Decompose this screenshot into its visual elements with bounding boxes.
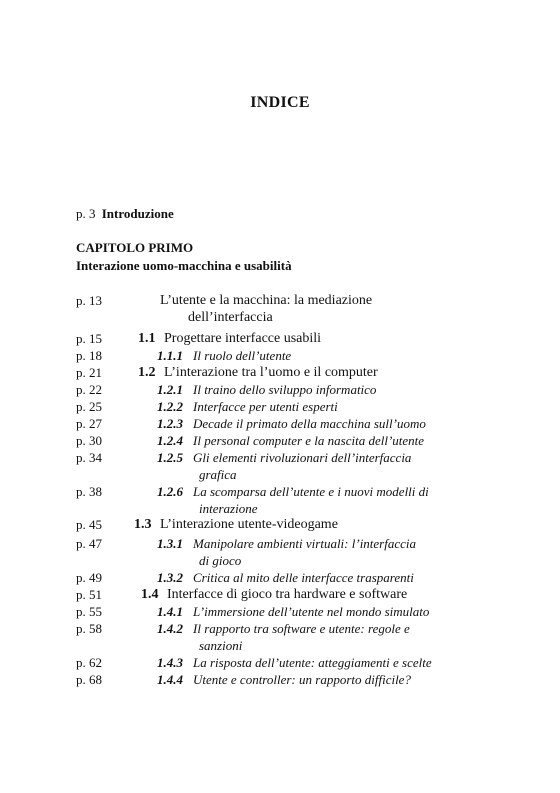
toc-entry-page: p. 21 bbox=[76, 365, 102, 380]
toc-entry-page: p. 51 bbox=[76, 587, 102, 602]
toc-entry-number: 1.3 bbox=[134, 517, 152, 532]
toc-entry-title: Il ruolo dell’utente bbox=[193, 348, 292, 363]
toc-entry-page: p. 68 bbox=[76, 672, 102, 687]
intro-label: Introduzione bbox=[101, 206, 174, 221]
toc-entry-title: La risposta dell’utente: atteggiamenti e scelte bbox=[193, 655, 432, 670]
toc-entry-page: p. 18 bbox=[76, 348, 102, 363]
toc-entry-page: p. 27 bbox=[76, 416, 102, 431]
toc-entry-number: 1.4.1 bbox=[157, 604, 183, 619]
toc-entry-title: Il personal computer e la nascita dell’utente bbox=[193, 433, 425, 448]
toc-entry-page: p. 15 bbox=[76, 331, 102, 346]
toc-entry-page: p. 49 bbox=[76, 570, 102, 585]
toc-entry-number: 1.4.2 bbox=[157, 621, 183, 636]
toc-entry-number: 1.2.5 bbox=[157, 450, 183, 465]
toc-entry-page: p. 13 bbox=[76, 293, 102, 308]
toc-entry-number: 1.3.2 bbox=[157, 570, 183, 585]
toc-entry-title: Interfacce di gioco tra hardware e software bbox=[167, 587, 408, 602]
toc-entry-page: p. 34 bbox=[76, 450, 102, 465]
toc-entry-number: 1.2.3 bbox=[157, 416, 183, 431]
toc-entry-title: Decade il primato della macchina sull’uomo bbox=[193, 416, 426, 431]
toc-entry-page: p. 45 bbox=[76, 517, 102, 532]
toc-entry-title: Interfacce per utenti esperti bbox=[193, 399, 338, 414]
toc-entry-page: p. 58 bbox=[76, 621, 102, 636]
toc-entry-number: 1.1.1 bbox=[157, 348, 183, 363]
toc-entry-title: L’interazione utente-videogame bbox=[160, 517, 338, 532]
toc-entry-number: 1.3.1 bbox=[157, 536, 183, 551]
toc-entry-number: 1.4.4 bbox=[157, 672, 183, 687]
toc-entry-title: L’interazione tra l’uomo e il computer bbox=[164, 365, 378, 380]
page-title: INDICE bbox=[250, 94, 310, 111]
toc-entry-page: p. 47 bbox=[76, 536, 102, 551]
toc-entry-title: Progettare interfacce usabili bbox=[164, 331, 322, 346]
chapter-subtitle: Interazione uomo-macchina e usabilità bbox=[76, 258, 292, 273]
toc-entry-page: p. 62 bbox=[76, 655, 102, 670]
toc-entry-title: Il traino dello sviluppo informatico bbox=[193, 382, 377, 397]
toc-entry-title-continuation: dell’interfaccia bbox=[188, 310, 273, 325]
toc-entry-title: L’utente e la macchina: la mediazione bbox=[160, 293, 373, 308]
toc-entry-number: 1.2.4 bbox=[157, 433, 183, 448]
toc-entry-title-continuation: grafica bbox=[199, 467, 237, 482]
toc-entry-number: 1.4 bbox=[141, 587, 159, 602]
toc-entry-title: Critica al mito delle interfacce trasparenti bbox=[193, 570, 414, 585]
toc-entry-number: 1.2 bbox=[138, 365, 156, 380]
toc-entry-title-continuation: interazione bbox=[199, 501, 258, 516]
toc-entry-title: La scomparsa dell’utente e i nuovi modelli di bbox=[193, 484, 429, 499]
toc-entry-page: p. 38 bbox=[76, 484, 102, 499]
toc-entry-number: 1.2.2 bbox=[157, 399, 183, 414]
toc-entry-number: 1.1 bbox=[138, 331, 156, 346]
intro-entry bbox=[76, 206, 174, 222]
toc-entry-page: p. 55 bbox=[76, 604, 102, 619]
toc-entry-page: p. 30 bbox=[76, 433, 102, 448]
toc-entry-title: Il rapporto tra software e utente: regole e bbox=[193, 621, 410, 636]
toc-entry-page: p. 22 bbox=[76, 382, 102, 397]
toc-entry-title: Utente e controller: un rapporto difficile? bbox=[193, 672, 411, 687]
intro-page: p. 3 bbox=[76, 206, 96, 221]
toc-entry-title: Manipolare ambienti virtuali: l’interfaccia bbox=[193, 536, 417, 551]
toc-entry-number: 1.4.3 bbox=[157, 655, 183, 670]
toc-entry-title: Gli elementi rivoluzionari dell’interfaccia bbox=[193, 450, 412, 465]
chapter-label: CAPITOLO PRIMO bbox=[76, 240, 194, 255]
toc-entry-number: 1.2.1 bbox=[157, 382, 183, 397]
toc-entry-title: L’immersione dell’utente nel mondo simulato bbox=[193, 604, 430, 619]
toc-entry-title-continuation: sanzioni bbox=[199, 638, 243, 653]
toc-entry-page: p. 25 bbox=[76, 399, 102, 414]
toc-entry-number: 1.2.6 bbox=[157, 484, 183, 499]
toc-entry-title-continuation: di gioco bbox=[199, 553, 242, 568]
